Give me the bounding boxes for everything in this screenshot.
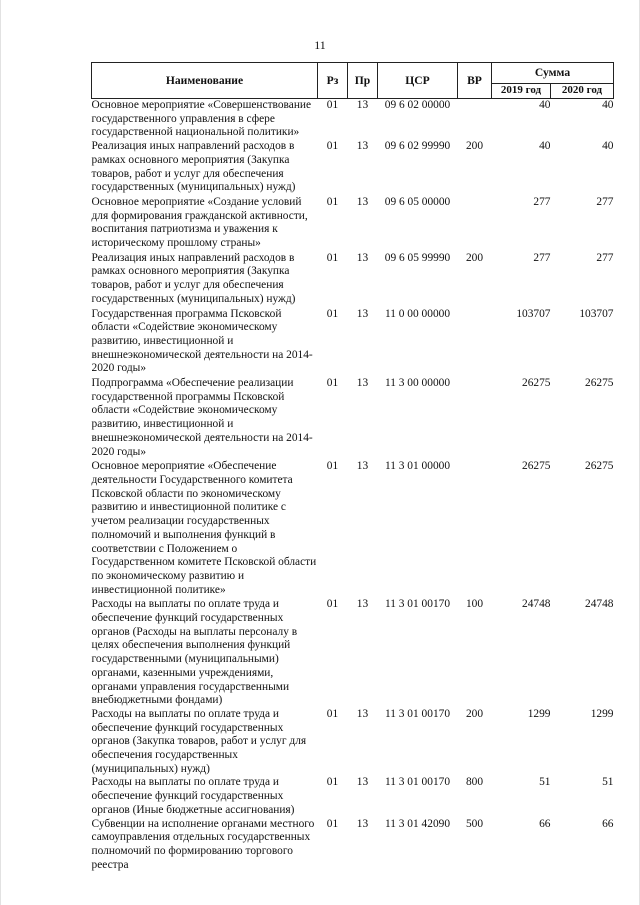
row-csr: 09 6 05 99990 (384, 251, 451, 264)
row-pr: 13 (356, 707, 369, 720)
table-row (92, 708, 614, 777)
table-body (92, 99, 614, 873)
header-year-2019: 2019 год (492, 84, 551, 99)
table-row (92, 460, 614, 598)
row-sum-2019: 103707 (516, 307, 551, 320)
header-year-2020: 2020 год (551, 84, 614, 99)
row-pr: 13 (356, 140, 369, 153)
table-row (92, 252, 614, 308)
row-rz: 01 (326, 377, 339, 390)
table-row (92, 99, 614, 141)
header-csr: ЦСР (378, 63, 458, 99)
row-rz: 01 (326, 99, 339, 111)
row-csr: 11 3 01 00170 (384, 707, 451, 720)
header-vr: ВР (458, 63, 492, 99)
row-sum-2019: 26275 (522, 460, 551, 473)
row-csr: 11 3 01 00170 (384, 598, 451, 611)
row-rz: 01 (326, 140, 339, 153)
row-vr: 200 (465, 251, 484, 264)
row-csr: 11 0 00 00000 (384, 307, 451, 320)
row-sum-2019: 26275 (522, 377, 551, 390)
table-row (92, 598, 614, 708)
header-pr: Пр (348, 63, 378, 99)
row-name: Расходы на выплаты по оплате труда и обеспечение функций государственных органов (Закупка товаров, работ и услуг для обеспечения государственных (муниципальных) нужд) (91, 707, 307, 775)
row-vr (458, 460, 492, 598)
row-rz: 01 (326, 598, 339, 611)
row-sum-2019: 1299 (527, 707, 551, 720)
row-vr: 200 (465, 707, 484, 720)
row-vr: 200 (465, 140, 484, 153)
row-sum-2020: 26275 (585, 377, 614, 390)
header-sum: Сумма (492, 63, 614, 84)
table-row (92, 818, 614, 873)
row-name: Субвенции на исполнение органами местного самоуправления отдельных государственных полномочий по формированию торгового реестра (91, 817, 315, 871)
table-row (92, 377, 614, 460)
row-name: Расходы на выплаты по оплате труда и обеспечение функций государственных органов (Расходы на выплаты персоналу в целях обеспечения выполнения функций государственными (муниципальными) органами, казенными учреждениями, органами управления государственными внебюджетными фондами) (91, 598, 298, 707)
row-pr: 13 (356, 460, 369, 473)
row-csr: 09 6 02 00000 (384, 99, 451, 111)
row-pr: 13 (356, 817, 369, 830)
row-pr: 13 (356, 307, 369, 320)
row-sum-2019: 277 (533, 251, 551, 264)
table-row (92, 196, 614, 252)
row-sum-2019: 51 (539, 776, 551, 789)
table-row (92, 308, 614, 378)
row-csr: 11 3 01 42090 (384, 817, 451, 830)
row-name: Реализация иных направлений расходов в рамках основного мероприятия (Закупка товаров, работ и услуг для обеспечения государственных (муниципальных) нужд) (91, 140, 296, 194)
row-csr: 11 3 01 00000 (384, 460, 451, 473)
budget-table (91, 62, 614, 872)
row-vr (458, 308, 492, 378)
row-sum-2020: 26275 (585, 460, 614, 473)
row-name: Основное мероприятие «Создание условий для формирования гражданской активности, воспитания патриотизма и уважения к историческому прошлому страны» (91, 195, 308, 250)
row-sum-2020: 277 (596, 251, 614, 264)
row-sum-2019: 66 (539, 817, 551, 830)
row-rz: 01 (326, 817, 339, 830)
row-rz: 01 (326, 195, 339, 208)
row-sum-2020: 66 (602, 817, 614, 830)
header-name: Наименование (92, 63, 318, 99)
row-pr: 13 (356, 598, 369, 611)
row-sum-2019: 40 (539, 99, 551, 111)
row-name: Государственная программа Псковской области «Содействие экономическому развитию, инвестиционной и внешнеэкономической деятельности на 2014-2020 годы» (91, 307, 313, 375)
row-name: Основное мероприятие «Совершенствование государственного управления в сфере государственной национальной политики» (91, 99, 312, 139)
row-name: Подпрограмма «Обеспечение реализации государственной программы Псковской области «Содействие экономическому развитию, инвестиционной и внешнеэкономической деятельности на 2014-2020 годы» (91, 377, 313, 458)
row-sum-2020: 51 (602, 776, 614, 789)
scan-left-edge (0, 0, 1, 905)
row-sum-2020: 103707 (579, 307, 614, 320)
row-name: Основное мероприятие «Обеспечение деятельности Государственного комитета Псковской области по экономическому развитию и инвестиционной политике с учетом реализации государственных полномочий и выполнения функций в соответствии с Положением о Государственном комитете Псковской области по экономическому развитию и инвестиционной политике» (91, 460, 317, 596)
row-rz: 01 (326, 707, 339, 720)
row-vr: 800 (465, 776, 484, 789)
row-name: Реализация иных направлений расходов в рамках основного мероприятия (Закупка товаров, работ и услуг для обеспечения государственных (муниципальных) нужд) (91, 251, 296, 305)
row-vr: 100 (465, 598, 484, 611)
row-pr: 13 (356, 195, 369, 208)
row-rz: 01 (326, 307, 339, 320)
row-vr (458, 99, 492, 141)
row-rz: 01 (326, 251, 339, 264)
row-vr (458, 377, 492, 460)
row-sum-2019: 40 (539, 140, 551, 153)
row-name: Расходы на выплаты по оплате труда и обеспечение функций государственных органов (Иные бюджетные ассигнования) (91, 776, 295, 816)
row-csr: 11 3 01 00170 (384, 776, 451, 789)
row-pr: 13 (356, 99, 369, 111)
row-csr: 09 6 02 99990 (384, 140, 451, 153)
row-sum-2020: 1299 (590, 707, 614, 720)
row-pr: 13 (356, 776, 369, 789)
table-header (92, 63, 614, 99)
row-rz: 01 (326, 460, 339, 473)
row-sum-2019: 24748 (522, 598, 551, 611)
row-rz: 01 (326, 776, 339, 789)
row-csr: 11 3 00 00000 (384, 377, 451, 390)
row-sum-2019: 277 (533, 195, 551, 208)
row-pr: 13 (356, 251, 369, 264)
table-row (92, 140, 614, 196)
row-sum-2020: 24748 (585, 598, 614, 611)
row-csr: 09 6 05 00000 (384, 195, 451, 208)
row-sum-2020: 40 (602, 140, 614, 153)
page-number: 11 (314, 38, 326, 52)
table-row (92, 776, 614, 817)
row-sum-2020: 40 (602, 99, 614, 111)
row-vr (458, 196, 492, 252)
header-rz: Рз (318, 63, 348, 99)
row-vr: 500 (465, 817, 484, 830)
row-sum-2020: 277 (596, 195, 614, 208)
row-pr: 13 (356, 377, 369, 390)
